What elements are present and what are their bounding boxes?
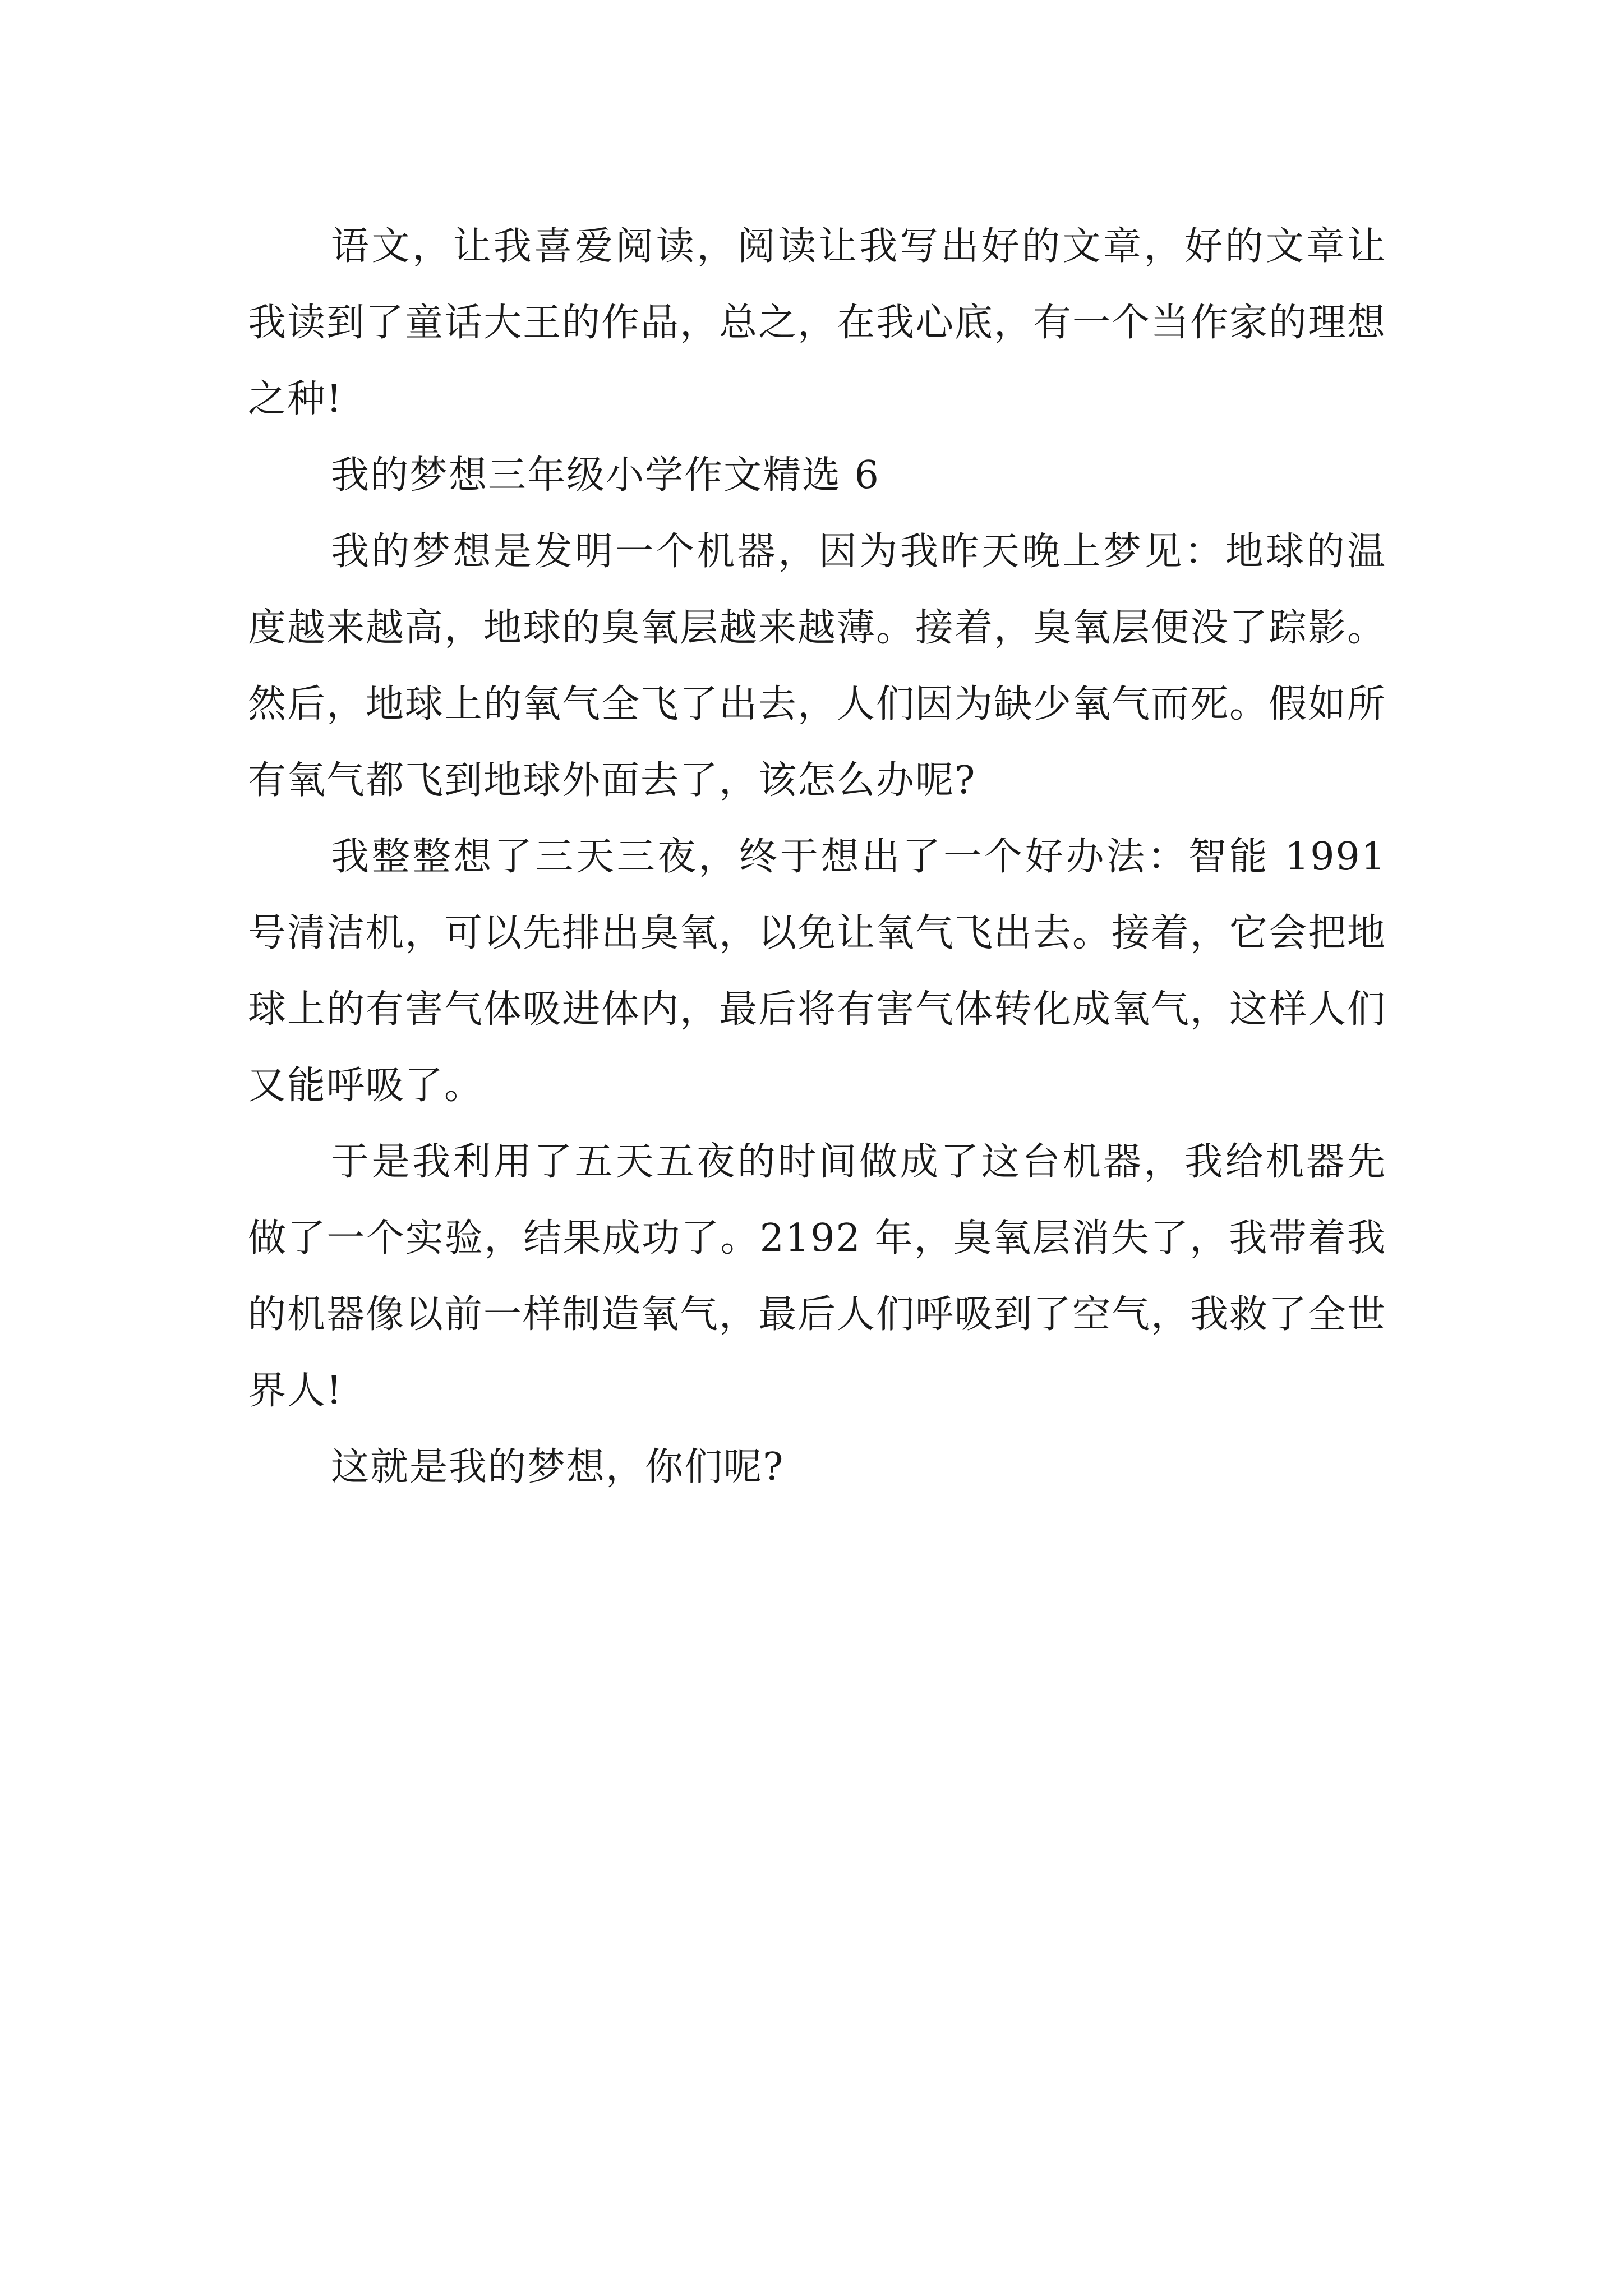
document-body xyxy=(248,209,1386,1506)
paragraph-invention: 我整整想了三天三夜，终于想出了一个好办法：智能 1991 号清洁机，可以先排出臭氧，以免让氧气飞出去。接着，它会把地球上的有害气体吸进体内，最后将有害气体转化成氧气，这样人们又能呼吸了。 xyxy=(248,835,1387,1108)
paragraph-intro: 语文，让我喜爱阅读，阅读让我写出好的文章，好的文章让我读到了童话大王的作品，总之，在我心底，有一个当作家的理想之种! xyxy=(248,224,1387,421)
paragraph-experiment: 于是我利用了五天五夜的时间做成了这台机器，我给机器先做了一个实验，结果成功了。2192 年，臭氧层消失了，我带着我的机器像以前一样制造氧气，最后人们呼吸到了空气，我救了全世界人! xyxy=(248,1140,1387,1413)
paragraph-dream: 我的梦想是发明一个机器，因为我昨天晚上梦见：地球的温度越来越高，地球的臭氧层越来越薄。接着，臭氧层便没了踪影。然后，地球上的氧气全飞了出去，人们因为缺少氧气而死。假如所有氧气都飞到地球外面去了，该怎么办呢? xyxy=(248,530,1387,803)
paragraph-closing: 这就是我的梦想，你们呢? xyxy=(331,1445,785,1489)
section-heading: 我的梦想三年级小学作文精选 6 xyxy=(331,453,880,498)
